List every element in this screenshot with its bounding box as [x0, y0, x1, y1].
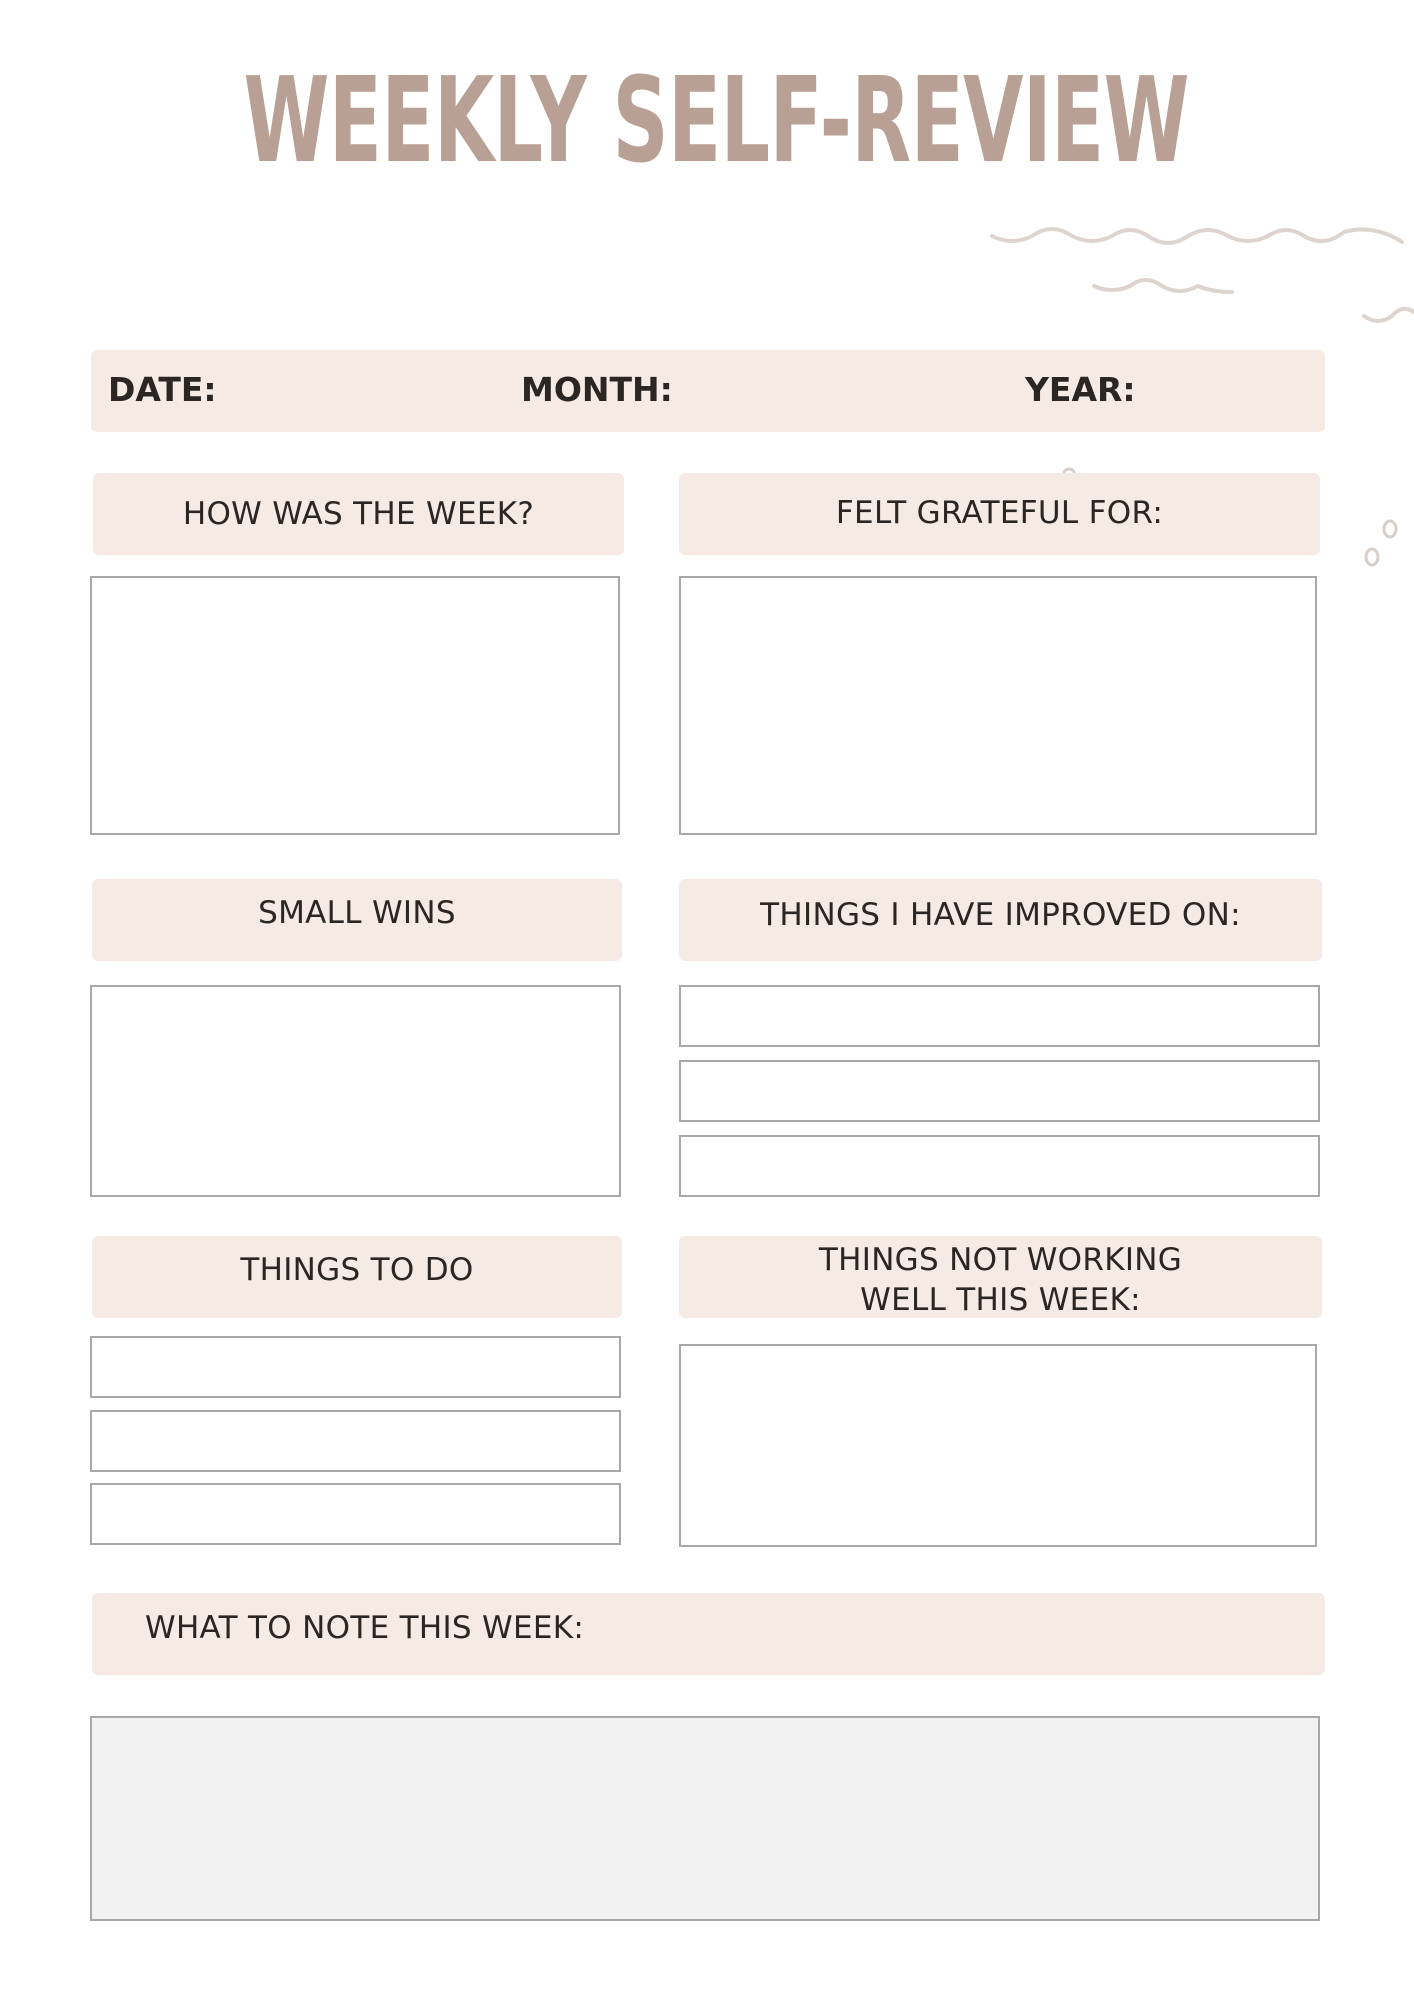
how-was-week-header — [93, 473, 624, 555]
note-this-week-header — [92, 1593, 1325, 1675]
small-wins-label: SMALL WINS — [258, 895, 456, 931]
how-was-week-label: HOW WAS THE WEEK? — [182, 496, 535, 532]
date-bar — [91, 350, 1325, 432]
things-to-do-line-2[interactable] — [90, 1410, 621, 1472]
things-to-do-line-3[interactable] — [90, 1483, 621, 1545]
month-label: MONTH: — [521, 370, 673, 409]
felt-grateful-header — [679, 473, 1320, 555]
improved-on-label: THINGS I HAVE IMPROVED ON: — [760, 897, 1241, 933]
not-working-label-line-1: THINGS NOT WORKING — [818, 1242, 1183, 1278]
things-to-do-line-1[interactable] — [90, 1336, 621, 1398]
felt-grateful-box[interactable] — [679, 576, 1317, 835]
how-was-week-box[interactable] — [90, 576, 620, 835]
year-label: YEAR: — [1025, 370, 1136, 409]
things-to-do-label: THINGS TO DO — [240, 1252, 474, 1288]
improved-on-line-3[interactable] — [679, 1135, 1320, 1197]
note-this-week-label: WHAT TO NOTE THIS WEEK: — [145, 1610, 585, 1646]
small-wins-header — [92, 879, 622, 961]
things-to-do-header — [92, 1236, 622, 1318]
date-label: DATE: — [108, 370, 217, 409]
page-title: WEEKLY SELF-REVIEW — [243, 51, 1189, 189]
improved-on-line-2[interactable] — [679, 1060, 1320, 1122]
not-working-header — [679, 1236, 1322, 1318]
not-working-label-line-2: WELL THIS WEEK: — [860, 1282, 1141, 1318]
improved-on-header — [679, 879, 1322, 961]
not-working-box[interactable] — [679, 1344, 1317, 1547]
felt-grateful-label: FELT GRATEFUL FOR: — [835, 495, 1164, 531]
note-this-week-box[interactable] — [90, 1716, 1320, 1921]
small-wins-box[interactable] — [90, 985, 621, 1197]
improved-on-line-1[interactable] — [679, 985, 1320, 1047]
